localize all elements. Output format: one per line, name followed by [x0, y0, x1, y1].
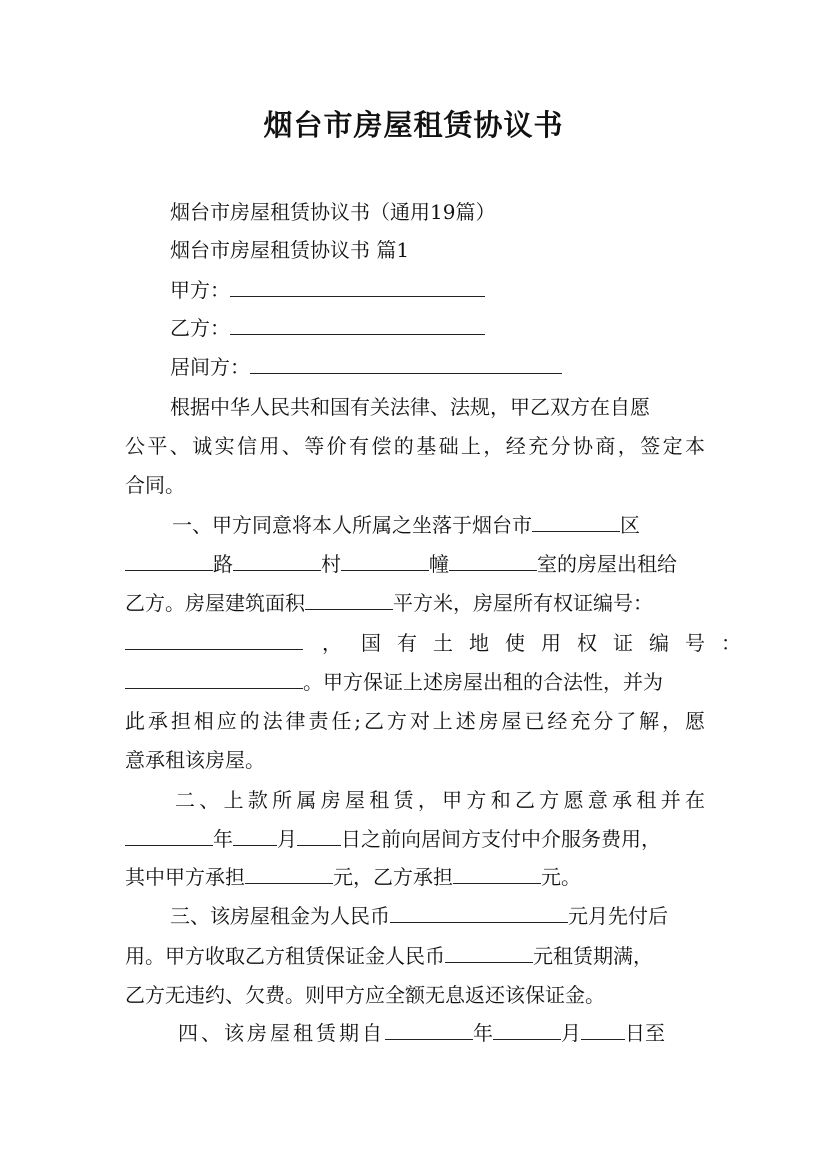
- clause1-text: 国有土地使用权证编号：: [361, 631, 757, 655]
- clause4-text: 月: [561, 1021, 581, 1045]
- clause1-text: 室的房屋出租给: [537, 552, 677, 576]
- term-start-day-blank[interactable]: [581, 1018, 625, 1040]
- clause1-line-1: [172, 510, 705, 540]
- clause1-text: 乙方。房屋建筑面积: [125, 591, 305, 615]
- clause3-line-2: [125, 941, 705, 971]
- clause4-text: 年: [473, 1021, 493, 1045]
- clause2-text: 其中甲方承担: [125, 865, 245, 889]
- preamble-line-1: 根据中华人民共和国有关法律、法规，甲乙双方在自愿: [170, 395, 650, 419]
- clause1-text: ，: [322, 631, 342, 655]
- clause3-line-1: [170, 901, 705, 931]
- clause4-line-1: [178, 1018, 705, 1048]
- section-heading: 烟台市房屋租赁协议书 篇1: [170, 238, 410, 262]
- clause2-text: 元，乙方承担: [333, 865, 453, 889]
- term-start-month-blank[interactable]: [493, 1018, 561, 1040]
- clause4-text: 四、该房屋租赁期自: [178, 1021, 385, 1045]
- clause1-line-6: 此承担相应的法律责任;乙方对上述房屋已经充分了解，愿: [125, 709, 705, 733]
- broker-label: 居间方：: [170, 355, 250, 379]
- land-cert-blank[interactable]: [125, 667, 303, 689]
- party-a-blank[interactable]: [230, 275, 485, 297]
- building-blank[interactable]: [341, 549, 429, 571]
- clause2-line-1: 二、上款所属房屋租赁，甲方和乙方愿意承租并在: [175, 788, 705, 812]
- clause1-text: 一、甲方同意将本人所属之坐落于烟台市: [172, 513, 532, 537]
- party-b-line: [170, 313, 750, 343]
- clause1-text: 幢: [429, 552, 449, 576]
- clause1-line-4: [125, 628, 757, 658]
- clause1-text: 。甲方保证上述房屋出租的合法性，并为: [303, 670, 663, 694]
- ownership-cert-blank[interactable]: [125, 628, 303, 650]
- clause2-line-3: [125, 862, 705, 892]
- clause2-line-2: [125, 824, 705, 854]
- party-a-label: 甲方：: [170, 278, 230, 302]
- clause1-line-2: [125, 549, 705, 579]
- clause1-text: 村: [321, 552, 341, 576]
- document-title: 烟台市房屋租赁协议书: [263, 108, 564, 142]
- village-blank[interactable]: [233, 549, 321, 571]
- rent-blank[interactable]: [390, 901, 568, 923]
- clause3-line-3: 乙方无违约、欠费。则甲方应全额无息返还该保证金。: [125, 983, 605, 1007]
- clause4-text: 日至: [625, 1021, 665, 1045]
- clause1-line-7: 意承租该房屋。: [125, 748, 265, 772]
- broker-line: [170, 352, 750, 382]
- fee-month-blank[interactable]: [233, 824, 277, 846]
- clause2-text: 年: [213, 827, 233, 851]
- clause3-text: 元租赁期满，: [533, 944, 653, 968]
- clause3-text: 用。甲方收取乙方租赁保证金人民币: [125, 944, 445, 968]
- preamble-line-3: 合同。: [125, 473, 185, 497]
- district-blank[interactable]: [532, 510, 620, 532]
- document-subtitle: 烟台市房屋租赁协议书（通用19篇）: [170, 200, 496, 224]
- party-a-line: [170, 275, 750, 305]
- clause3-text: 三、该房屋租金为人民币: [170, 904, 390, 928]
- clause1-text: 路: [213, 552, 233, 576]
- clause1-line-3: [125, 588, 705, 618]
- fee-year-blank[interactable]: [125, 824, 213, 846]
- fee-day-blank[interactable]: [297, 824, 341, 846]
- broker-blank[interactable]: [250, 352, 562, 374]
- area-blank[interactable]: [305, 588, 393, 610]
- clause3-text: 元月先付后: [568, 904, 668, 928]
- party-b-label: 乙方：: [170, 316, 230, 340]
- party-b-fee-blank[interactable]: [453, 862, 541, 884]
- clause2-text: 日之前向居间方支付中介服务费用，: [341, 827, 661, 851]
- clause2-text: 月: [277, 827, 297, 851]
- road-blank[interactable]: [125, 549, 213, 571]
- party-a-fee-blank[interactable]: [245, 862, 333, 884]
- term-start-year-blank[interactable]: [385, 1018, 473, 1040]
- clause1-text: 平方米，房屋所有权证编号：: [393, 591, 653, 615]
- deposit-blank[interactable]: [445, 941, 533, 963]
- room-blank[interactable]: [449, 549, 537, 571]
- preamble-line-2: 公平、诚实信用、等价有偿的基础上，经充分协商，签定本: [125, 434, 705, 458]
- party-b-blank[interactable]: [230, 313, 485, 335]
- clause2-text: 元。: [541, 865, 581, 889]
- clause1-line-5: [125, 667, 705, 697]
- clause1-text: 区: [620, 513, 640, 537]
